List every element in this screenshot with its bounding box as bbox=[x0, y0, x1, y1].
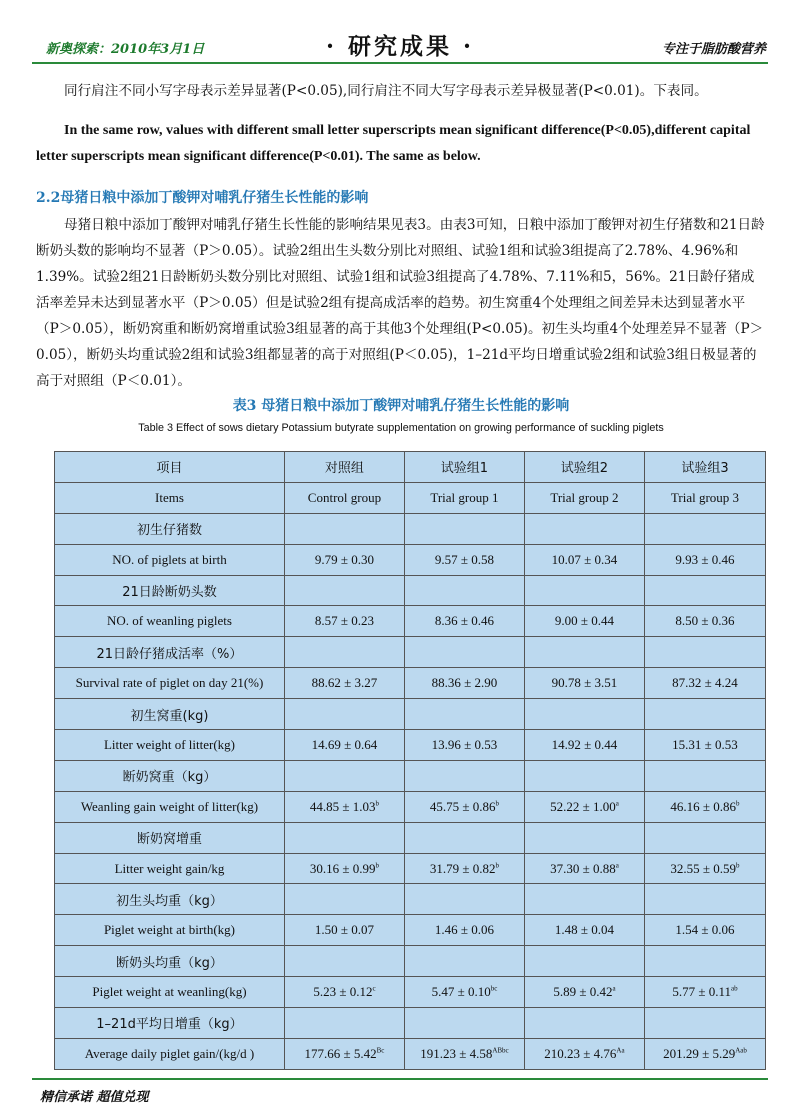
value-text: 9.00 ± 0.44 bbox=[554, 613, 614, 629]
item-label-en: Weanling gain weight of litter(kg) bbox=[55, 791, 285, 822]
value-cell bbox=[284, 915, 404, 946]
value-text: 1.50 ± 0.07 bbox=[314, 922, 374, 938]
table-row-label bbox=[55, 760, 766, 791]
table-header-row-zh bbox=[55, 452, 766, 483]
blank-cell bbox=[644, 513, 765, 544]
value-cell bbox=[524, 730, 644, 761]
value-text: 10.07 ± 0.34 bbox=[551, 551, 618, 567]
blank-cell bbox=[404, 513, 524, 544]
blank-cell bbox=[284, 822, 404, 853]
blank-cell bbox=[524, 1008, 644, 1039]
item-label-zh: 初生头均重（kg） bbox=[55, 884, 285, 915]
significance-superscript: b bbox=[495, 799, 499, 808]
item-label-en: Piglet weight at birth(kg) bbox=[55, 915, 285, 946]
blank-cell bbox=[644, 884, 765, 915]
section-paragraph: 母猪日粮中添加丁酸钾对哺乳仔猪生长性能的影响结果见表3。由表3可知，日粮中添加丁酸钾对初生仔猪数和21日龄断奶头数的影响均不显著（P＞0.05）。试验2组出生头数分别比对照组、试验1组和试验3组提高了2.78%、4.96%和1.39%。试验2组21日龄断奶头数分别比对照组、试验1组和试验3组提高了4.78%、7.11%和5，56%。21日龄仔猪成活率差异未达到显著水平（P＞0.05）但是试验2组有提高成活率的趋势。初生窝重4个处理组之间差异未达到显著水平（P＞0.05），断奶窝重和断奶窝增重试验3组显著的高于其他3个处理组(P<0.05)。初生头均重4个处理差异不显著（P＞0.05），断奶头均重试验2组和试验3组都显著的高于对照组(P＜0.05)，1–21d平均日增重试验2组和试验3组日极显著的高于对照组（P＜0.01）。 bbox=[36, 217, 765, 389]
value-cell bbox=[284, 544, 404, 575]
header-cell: Control group bbox=[284, 482, 404, 513]
item-label-zh: 断奶头均重（kg） bbox=[55, 946, 285, 977]
blank-cell bbox=[284, 575, 404, 606]
significance-superscript: b bbox=[375, 861, 379, 870]
note-zh: 同行肩注不同小写字母表示差异显著(P<0.05),同行肩注不同大写字母表示差异极显著(P<0.01)。下表同。 bbox=[64, 83, 708, 99]
header-cell: 对照组 bbox=[284, 452, 404, 483]
blank-cell bbox=[524, 946, 644, 977]
blank-cell bbox=[284, 760, 404, 791]
header-cell: 试验组2 bbox=[524, 452, 644, 483]
table-row bbox=[55, 668, 766, 699]
item-label-en: NO. of weanling piglets bbox=[55, 606, 285, 637]
value-cell bbox=[404, 606, 524, 637]
blank-cell bbox=[524, 884, 644, 915]
article-body bbox=[36, 78, 766, 444]
significance-superscript: a bbox=[615, 861, 619, 870]
header-section-title: · 研究成果 · bbox=[325, 33, 475, 60]
value-cell bbox=[644, 606, 765, 637]
blank-cell bbox=[284, 1008, 404, 1039]
value-cell bbox=[404, 915, 524, 946]
value-text: 191.23 ± 4.58 bbox=[420, 1045, 493, 1061]
value-cell bbox=[644, 977, 765, 1008]
table-row bbox=[55, 606, 766, 637]
table-row-label bbox=[55, 637, 766, 668]
value-text: 9.93 ± 0.46 bbox=[675, 551, 735, 567]
table-row bbox=[55, 730, 766, 761]
value-text: 90.78 ± 3.51 bbox=[551, 675, 618, 691]
significance-superscript: b bbox=[736, 799, 740, 808]
value-text: 88.62 ± 3.27 bbox=[311, 675, 378, 691]
value-cell bbox=[404, 1038, 524, 1069]
item-label-en: NO. of piglets at birth bbox=[55, 544, 285, 575]
value-text: 5.23 ± 0.12 bbox=[313, 984, 373, 1000]
value-cell bbox=[284, 668, 404, 699]
value-text: 8.50 ± 0.36 bbox=[675, 613, 735, 629]
blank-cell bbox=[644, 1008, 765, 1039]
blank-cell bbox=[404, 822, 524, 853]
item-label-zh: 21日龄断奶头数 bbox=[55, 575, 285, 606]
value-cell bbox=[404, 853, 524, 884]
value-cell bbox=[524, 791, 644, 822]
item-label-zh: 初生窝重(kg) bbox=[55, 699, 285, 730]
value-text: 5.89 ± 0.42 bbox=[553, 984, 613, 1000]
table-header-row-en bbox=[55, 482, 766, 513]
table-row bbox=[55, 791, 766, 822]
table-row bbox=[55, 544, 766, 575]
value-cell bbox=[644, 1038, 765, 1069]
item-label-en: Piglet weight at weanling(kg) bbox=[55, 977, 285, 1008]
blank-cell bbox=[524, 513, 644, 544]
blank-cell bbox=[404, 637, 524, 668]
header-cell: 项目 bbox=[55, 452, 285, 483]
value-cell bbox=[644, 915, 765, 946]
value-cell bbox=[524, 668, 644, 699]
header-date: 新奥探索：2010年3月1日 bbox=[46, 42, 205, 57]
value-text: 8.36 ± 0.46 bbox=[434, 613, 494, 629]
value-cell bbox=[644, 544, 765, 575]
value-text: 5.77 ± 0.11 bbox=[672, 984, 731, 1000]
significance-superscript: bc bbox=[490, 984, 498, 993]
item-label-en: Average daily piglet gain/(kg/d ) bbox=[55, 1038, 285, 1069]
significance-superscript: Bc bbox=[376, 1046, 385, 1055]
significance-superscript: b bbox=[495, 861, 499, 870]
value-cell bbox=[524, 544, 644, 575]
value-text: 30.16 ± 0.99 bbox=[309, 860, 376, 876]
blank-cell bbox=[404, 1008, 524, 1039]
value-text: 1.46 ± 0.06 bbox=[434, 922, 494, 938]
value-cell bbox=[284, 977, 404, 1008]
footer-divider bbox=[32, 1078, 768, 1080]
blank-cell bbox=[284, 884, 404, 915]
value-text: 1.54 ± 0.06 bbox=[675, 922, 735, 938]
item-label-zh: 初生仔猪数 bbox=[55, 513, 285, 544]
value-cell bbox=[404, 730, 524, 761]
item-label-zh: 21日龄仔猪成活率（%） bbox=[55, 637, 285, 668]
value-cell bbox=[284, 730, 404, 761]
blank-cell bbox=[284, 513, 404, 544]
value-text: 32.55 ± 0.59 bbox=[670, 860, 737, 876]
value-text: 37.30 ± 0.88 bbox=[550, 860, 616, 876]
value-text: 15.31 ± 0.53 bbox=[672, 736, 738, 752]
table-row bbox=[55, 915, 766, 946]
value-text: 177.66 ± 5.42 bbox=[304, 1045, 377, 1061]
value-text: 5.47 ± 0.10 bbox=[431, 984, 491, 1000]
blank-cell bbox=[644, 699, 765, 730]
blank-cell bbox=[524, 699, 644, 730]
value-cell bbox=[284, 1038, 404, 1069]
value-text: 1.48 ± 0.04 bbox=[554, 922, 614, 938]
blank-cell bbox=[644, 822, 765, 853]
value-cell bbox=[644, 853, 765, 884]
footer-slogan: 精信承诺 超值兑现 bbox=[40, 1090, 149, 1105]
blank-cell bbox=[284, 637, 404, 668]
value-text: 87.32 ± 4.24 bbox=[672, 675, 738, 691]
blank-cell bbox=[524, 760, 644, 791]
value-cell bbox=[524, 606, 644, 637]
value-cell bbox=[284, 853, 404, 884]
value-text: 46.16 ± 0.86 bbox=[670, 798, 737, 814]
table-row-label bbox=[55, 1008, 766, 1039]
value-text: 14.69 ± 0.64 bbox=[311, 736, 378, 752]
value-text: 8.57 ± 0.23 bbox=[314, 613, 374, 629]
table-row bbox=[55, 853, 766, 884]
value-cell bbox=[404, 668, 524, 699]
note-en: In the same row, values with different small letter superscripts mean significant difference(P<0.05),different capital letter superscripts mean significant difference(P<0.01). The same as below. bbox=[36, 123, 751, 164]
table-row bbox=[55, 977, 766, 1008]
value-cell bbox=[524, 853, 644, 884]
section-heading: 2.2母猪日粮中添加丁酸钾对哺乳仔猪生长性能的影响 bbox=[36, 190, 369, 206]
blank-cell bbox=[524, 822, 644, 853]
value-text: 44.85 ± 1.03 bbox=[309, 798, 376, 814]
table-row-label bbox=[55, 699, 766, 730]
value-text: 13.96 ± 0.53 bbox=[431, 736, 498, 752]
blank-cell bbox=[644, 760, 765, 791]
significance-superscript: ABbc bbox=[492, 1046, 509, 1055]
header-cell: Items bbox=[55, 482, 285, 513]
table-row-label bbox=[55, 575, 766, 606]
table-row-label bbox=[55, 884, 766, 915]
value-cell bbox=[404, 977, 524, 1008]
header-divider bbox=[32, 62, 768, 64]
significance-superscript: Aab bbox=[735, 1046, 747, 1055]
value-text: 45.75 ± 0.86 bbox=[429, 798, 496, 814]
table-row-label bbox=[55, 513, 766, 544]
table-row bbox=[55, 1038, 766, 1069]
blank-cell bbox=[524, 637, 644, 668]
value-cell bbox=[524, 915, 644, 946]
value-cell bbox=[284, 606, 404, 637]
value-text: 14.92 ± 0.44 bbox=[551, 736, 618, 752]
blank-cell bbox=[524, 575, 644, 606]
table-row-label bbox=[55, 946, 766, 977]
value-cell bbox=[644, 730, 765, 761]
blank-cell bbox=[404, 884, 524, 915]
table-title-en: Table 3 Effect of sows dietary Potassium butyrate supplementation on growing performance of suckling piglets bbox=[138, 422, 664, 434]
item-label-zh: 断奶窝增重 bbox=[55, 822, 285, 853]
value-cell bbox=[404, 791, 524, 822]
item-label-en: Survival rate of piglet on day 21(%) bbox=[55, 668, 285, 699]
blank-cell bbox=[644, 637, 765, 668]
value-text: 9.79 ± 0.30 bbox=[314, 551, 374, 567]
blank-cell bbox=[644, 946, 765, 977]
item-label-zh: 1–21d平均日增重（kg） bbox=[55, 1008, 285, 1039]
item-label-en: Litter weight of litter(kg) bbox=[55, 730, 285, 761]
significance-superscript: c bbox=[372, 984, 376, 993]
table-title-zh: 表3 母猪日粮中添加丁酸钾对哺乳仔猪生长性能的影响 bbox=[232, 398, 570, 414]
blank-cell bbox=[404, 575, 524, 606]
significance-superscript: b bbox=[736, 861, 740, 870]
blank-cell bbox=[404, 699, 524, 730]
results-table bbox=[54, 451, 766, 1070]
significance-superscript: a bbox=[612, 984, 616, 993]
value-text: 52.22 ± 1.00 bbox=[550, 798, 616, 814]
significance-superscript: b bbox=[375, 799, 379, 808]
blank-cell bbox=[404, 760, 524, 791]
table-row-label bbox=[55, 822, 766, 853]
page-footer bbox=[0, 1078, 800, 1114]
value-cell bbox=[284, 791, 404, 822]
value-text: 88.36 ± 2.90 bbox=[431, 675, 498, 691]
header-cell: Trial group 2 bbox=[524, 482, 644, 513]
significance-superscript: ab bbox=[730, 984, 738, 993]
blank-cell bbox=[644, 575, 765, 606]
value-cell bbox=[644, 668, 765, 699]
value-text: 9.57 ± 0.58 bbox=[434, 551, 494, 567]
header-cell: 试验组1 bbox=[404, 452, 524, 483]
item-label-zh: 断奶窝重（kg） bbox=[55, 760, 285, 791]
header-cell: Trial group 1 bbox=[404, 482, 524, 513]
value-text: 210.23 ± 4.76 bbox=[544, 1045, 617, 1061]
blank-cell bbox=[284, 946, 404, 977]
significance-superscript: Aa bbox=[616, 1046, 625, 1055]
value-cell bbox=[644, 791, 765, 822]
item-label-en: Litter weight gain/kg bbox=[55, 853, 285, 884]
value-text: 201.29 ± 5.29 bbox=[663, 1045, 736, 1061]
value-cell bbox=[524, 977, 644, 1008]
blank-cell bbox=[284, 699, 404, 730]
header-cell: Trial group 3 bbox=[644, 482, 765, 513]
value-text: 31.79 ± 0.82 bbox=[429, 860, 496, 876]
value-cell bbox=[524, 1038, 644, 1069]
page-header bbox=[0, 0, 800, 60]
blank-cell bbox=[404, 946, 524, 977]
header-cell: 试验组3 bbox=[644, 452, 765, 483]
value-cell bbox=[404, 544, 524, 575]
header-slogan: 专注于脂肪酸营养 bbox=[661, 42, 766, 57]
significance-superscript: a bbox=[615, 799, 619, 808]
